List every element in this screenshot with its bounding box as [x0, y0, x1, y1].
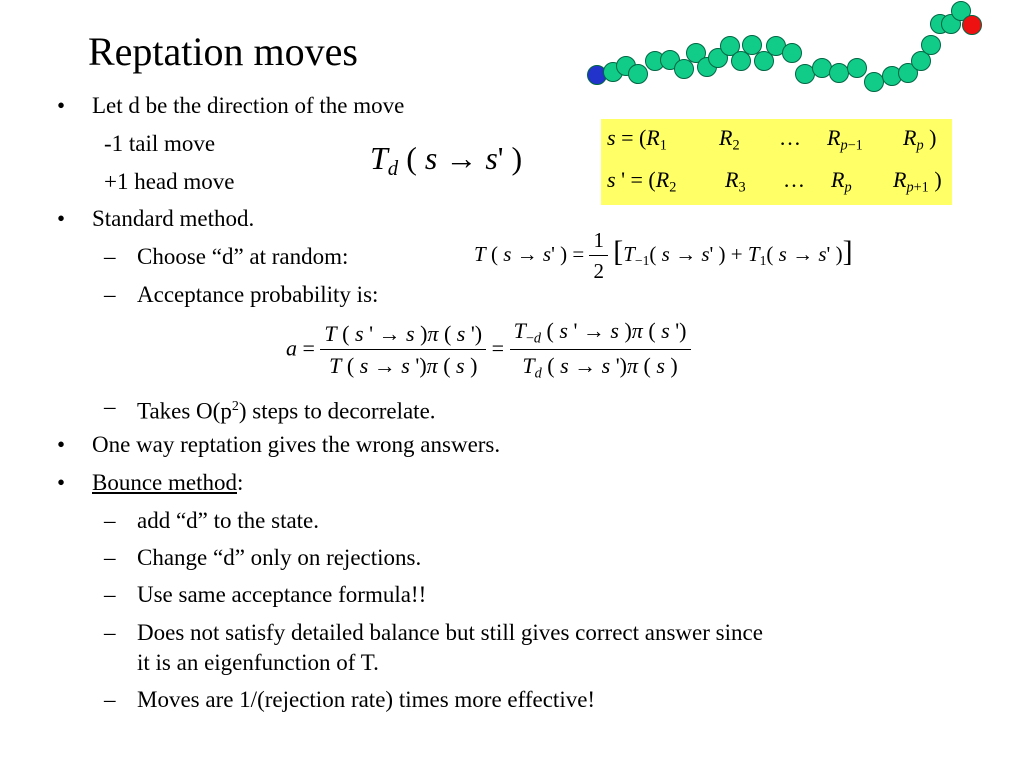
- chain-bead: [813, 59, 832, 78]
- detailed-balance-text-1: Does not satisfy detailed balance but still gives correct answer since: [137, 620, 763, 645]
- moves-effective-text: Moves are 1/(rejection rate) times more effective!: [137, 687, 596, 712]
- chain-bead: [848, 59, 867, 78]
- bounce-method-label: Bounce method: [92, 470, 237, 495]
- detailed-balance-text-2: it is an eigenfunction of T.: [137, 650, 379, 675]
- acceptance-formula: a = $\frac{T ( s ' \to s )\pi ( s ')}{T ( s \to s ')\pi ( s )}$ = $\frac{T_{-d} ( s ' \to s )\pi ( s ')}{T_d ( s \to s ')\pi ( s )}$: [286, 318, 691, 383]
- choose-d-text: Choose “d” at random:: [137, 244, 349, 269]
- bullet-dash: –: [104, 687, 116, 712]
- bullet-dash: –: [104, 620, 116, 645]
- bullet-dot: •: [57, 470, 66, 495]
- chain-bead: [865, 73, 884, 92]
- transition-formula: $T_d$ ( s → s' ): [370, 140, 523, 181]
- bullet-dash: –: [104, 282, 116, 307]
- bullet-dash: –: [104, 545, 116, 570]
- chain-bead: [830, 64, 849, 83]
- chain-bead: [732, 52, 751, 71]
- decorrelation-exponent: 2: [231, 399, 239, 414]
- bullet-dash: –: [104, 394, 116, 419]
- chain-bead: [783, 44, 802, 63]
- tail-move-text: -1 tail move: [104, 131, 216, 156]
- bullet-dot: •: [57, 432, 66, 457]
- chain-bead: [796, 65, 815, 84]
- state-s-prime-row: s ' = ($R_2$ $R_3$ … $R_p$ $R_{p+1}$ ): [607, 167, 942, 196]
- chain-bead: [922, 36, 941, 55]
- chain-head-bead: [963, 16, 982, 35]
- acceptance-probability-text: Acceptance probability is:: [137, 282, 379, 307]
- averaged-transition-formula: T ( s → s' ) = $\frac{1}{2}$ [$T_{-1}$( s → s' ) + $T_1$( s → s' )]: [474, 228, 853, 283]
- chain-bead: [743, 36, 762, 55]
- bullet-standard-method: Standard method.: [92, 206, 255, 231]
- add-d-text: add “d” to the state.: [137, 508, 320, 533]
- bullet-bounce-method: [92, 469, 243, 497]
- state-s-row: $s = (R_1$ $R_2$ … $R_{p-1}$ $R_p$ ): [607, 125, 937, 154]
- chain-bead: [629, 65, 648, 84]
- bullet-direction: Let d be the direction of the move: [92, 93, 405, 118]
- slide-title: Reptation moves: [88, 29, 358, 74]
- decorrelation-text: [137, 393, 436, 426]
- bounce-method-colon: :: [237, 470, 244, 495]
- decorrelation-text-pre: Takes O(p: [137, 398, 232, 424]
- decorrelation-text-post: ) steps to decorrelate.: [238, 398, 436, 424]
- bullet-wrong-answers: One way reptation gives the wrong answers.: [92, 432, 501, 457]
- bullet-dash: –: [104, 508, 116, 533]
- head-move-text: +1 head move: [104, 169, 235, 194]
- same-formula-text: Use same acceptance formula!!: [137, 582, 427, 607]
- bullet-dot: •: [57, 93, 66, 118]
- chain-bead: [675, 60, 694, 79]
- change-d-text: Change “d” only on rejections.: [137, 545, 422, 570]
- bullet-dot: •: [57, 206, 66, 231]
- state-definition-box: [601, 119, 952, 205]
- bullet-dash: –: [104, 244, 116, 269]
- bullet-dash: –: [104, 582, 116, 607]
